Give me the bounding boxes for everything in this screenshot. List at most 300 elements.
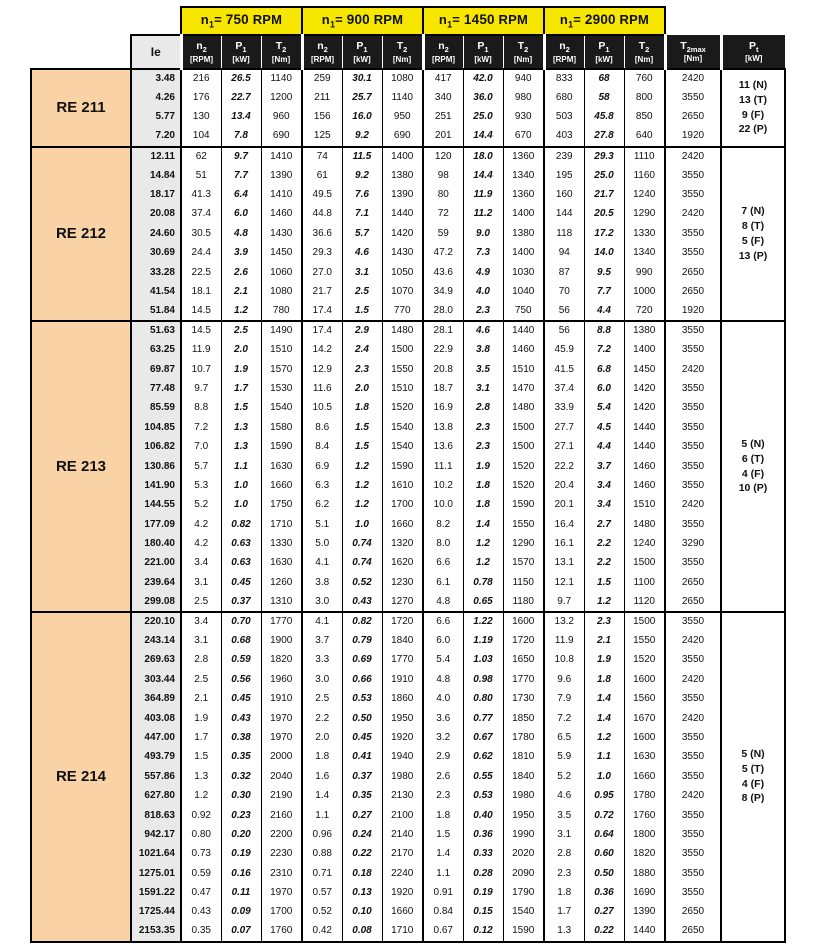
- n2-cell: 6.9: [302, 457, 342, 476]
- t2-cell: 2310: [261, 864, 302, 883]
- col-header-n2: $n_2$ [RPM]: [544, 35, 584, 69]
- t2max-cell: 3550: [665, 883, 721, 902]
- t2-cell: 1380: [503, 224, 544, 243]
- t2-cell: 1540: [382, 418, 423, 437]
- t2-cell: 720: [624, 302, 665, 321]
- t2-cell: 1530: [261, 379, 302, 398]
- t2-cell: 1180: [503, 593, 544, 612]
- ie-cell: 33.28: [131, 263, 181, 282]
- p1-cell: 0.33: [463, 845, 503, 864]
- t2-cell: 770: [382, 302, 423, 321]
- t2-cell: 1730: [503, 690, 544, 709]
- p1-cell: 5.4: [584, 399, 624, 418]
- t2-cell: 1630: [624, 748, 665, 767]
- n2-cell: 2.6: [423, 767, 463, 786]
- pt-cell-re-214: 5 (N) 5 (T) 4 (F) 8 (P): [721, 612, 785, 942]
- table-row: [31, 88, 785, 107]
- p1-cell: 3.4: [584, 496, 624, 515]
- t2-cell: 1760: [261, 922, 302, 941]
- n2-cell: 0.52: [302, 903, 342, 922]
- n2-cell: 27.1: [544, 437, 584, 456]
- table-row: [31, 651, 785, 670]
- n2-cell: 3.2: [423, 728, 463, 747]
- p1-cell: 0.07: [221, 922, 261, 941]
- n2-cell: 8.0: [423, 534, 463, 553]
- table-row: [31, 670, 785, 689]
- n2-cell: 4.1: [302, 554, 342, 573]
- t2-cell: 1720: [503, 631, 544, 650]
- n2-cell: 20.8: [423, 360, 463, 379]
- t2-cell: 1810: [503, 748, 544, 767]
- p1-cell: 2.0: [221, 340, 261, 359]
- n2-cell: 0.35: [181, 922, 221, 941]
- ie-cell: 177.09: [131, 515, 181, 534]
- t2max-cell: 3550: [665, 748, 721, 767]
- t2max-cell: 3290: [665, 534, 721, 553]
- n2-cell: 27.7: [544, 418, 584, 437]
- n2-cell: 11.6: [302, 379, 342, 398]
- p1-cell: 2.2: [584, 534, 624, 553]
- p1-cell: 1.2: [342, 457, 382, 476]
- p1-cell: 0.59: [221, 651, 261, 670]
- n2-cell: 2.3: [423, 786, 463, 805]
- ie-cell: 221.00: [131, 554, 181, 573]
- table-row: [31, 205, 785, 224]
- table-row: [31, 845, 785, 864]
- p1-cell: 0.13: [342, 883, 382, 902]
- n2-cell: 20.4: [544, 476, 584, 495]
- t2max-cell: 1920: [665, 302, 721, 321]
- p1-cell: 1.03: [463, 651, 503, 670]
- table-row: [31, 340, 785, 359]
- t2-cell: 1420: [624, 399, 665, 418]
- t2max-cell: 3550: [665, 185, 721, 204]
- t2max-cell: 2420: [665, 709, 721, 728]
- n2-cell: 3.4: [181, 612, 221, 631]
- ie-cell: 303.44: [131, 670, 181, 689]
- n2-cell: 104: [181, 127, 221, 146]
- p1-cell: 14.4: [463, 127, 503, 146]
- p1-cell: 0.77: [463, 709, 503, 728]
- rpm-banner-2900: $n_1= 2900$ RPM: [544, 7, 665, 35]
- t2-cell: 2240: [382, 864, 423, 883]
- p1-cell: 1.5: [342, 437, 382, 456]
- t2-cell: 690: [261, 127, 302, 146]
- n2-cell: 680: [544, 88, 584, 107]
- n2-cell: 80: [423, 185, 463, 204]
- col-header-t2: $T_2$ [Nm]: [261, 35, 302, 69]
- t2-cell: 1320: [382, 534, 423, 553]
- col-header-n2: $n_2$ [RPM]: [181, 35, 221, 69]
- p1-cell: 1.22: [463, 612, 503, 631]
- p1-cell: 3.5: [463, 360, 503, 379]
- t2max-cell: 3550: [665, 651, 721, 670]
- n2-cell: 2.2: [302, 709, 342, 728]
- rpm-banner-750: $n_1= 750$ RPM: [181, 7, 302, 35]
- t2-cell: 1980: [382, 767, 423, 786]
- n2-cell: 1.2: [181, 786, 221, 805]
- t2max-cell: 3550: [665, 437, 721, 456]
- t2max-cell: 3550: [665, 224, 721, 243]
- p1-cell: 1.2: [584, 593, 624, 612]
- t2-cell: 1510: [261, 340, 302, 359]
- t2-cell: 1420: [382, 224, 423, 243]
- n2-cell: 30.5: [181, 224, 221, 243]
- table-row: [31, 147, 785, 166]
- t2-cell: 1790: [503, 883, 544, 902]
- t2-cell: 1030: [503, 263, 544, 282]
- n2-cell: 195: [544, 166, 584, 185]
- t2-cell: 1440: [624, 437, 665, 456]
- p1-cell: 6.0: [584, 379, 624, 398]
- n2-cell: 251: [423, 108, 463, 127]
- n2-cell: 0.73: [181, 845, 221, 864]
- p1-cell: 25.0: [463, 108, 503, 127]
- t2-cell: 2020: [503, 845, 544, 864]
- t2-cell: 1240: [624, 534, 665, 553]
- p1-cell: 14.4: [463, 166, 503, 185]
- n2-cell: 7.2: [181, 418, 221, 437]
- n2-cell: 70: [544, 282, 584, 301]
- n2-cell: 216: [181, 69, 221, 88]
- p1-cell: 1.5: [342, 418, 382, 437]
- p1-cell: 0.79: [342, 631, 382, 650]
- n2-cell: 14.2: [302, 340, 342, 359]
- p1-cell: 1.2: [463, 554, 503, 573]
- p1-cell: 0.98: [463, 670, 503, 689]
- n2-cell: 22.9: [423, 340, 463, 359]
- ie-cell: 1591.22: [131, 883, 181, 902]
- t2-cell: 1520: [503, 476, 544, 495]
- t2-cell: 800: [624, 88, 665, 107]
- t2max-cell: 2650: [665, 282, 721, 301]
- t2max-cell: 3550: [665, 379, 721, 398]
- p1-cell: 21.7: [584, 185, 624, 204]
- n2-cell: 3.0: [302, 593, 342, 612]
- t2-cell: 1550: [624, 631, 665, 650]
- col-header-t2: $T_2$ [Nm]: [382, 35, 423, 69]
- rpm-banner-1450: $n_1= 1450$ RPM: [423, 7, 544, 35]
- ie-cell: 3.48: [131, 69, 181, 88]
- p1-cell: 0.40: [463, 806, 503, 825]
- table-row: [31, 263, 785, 282]
- p1-cell: 17.2: [584, 224, 624, 243]
- ie-cell: 180.40: [131, 534, 181, 553]
- n2-cell: 0.47: [181, 883, 221, 902]
- table-row: [31, 534, 785, 553]
- p1-cell: 0.65: [463, 593, 503, 612]
- table-row: [31, 69, 785, 88]
- n2-cell: 1.3: [544, 922, 584, 941]
- ie-cell: 7.20: [131, 127, 181, 146]
- ie-cell: 364.89: [131, 690, 181, 709]
- t2max-cell: 2420: [665, 786, 721, 805]
- p1-cell: 4.6: [463, 321, 503, 340]
- t2-cell: 1940: [382, 748, 423, 767]
- t2-cell: 1600: [624, 728, 665, 747]
- n2-cell: 9.7: [181, 379, 221, 398]
- ie-cell: 85.59: [131, 399, 181, 418]
- t2-cell: 1660: [382, 515, 423, 534]
- t2-cell: 1580: [261, 418, 302, 437]
- t2-cell: 1400: [503, 205, 544, 224]
- n2-cell: 1.1: [302, 806, 342, 825]
- t2-cell: 1490: [261, 321, 302, 340]
- n2-cell: 5.9: [544, 748, 584, 767]
- t2-cell: 1610: [382, 476, 423, 495]
- t2-cell: 940: [503, 69, 544, 88]
- p1-cell: 1.4: [463, 515, 503, 534]
- t2max-cell: 3550: [665, 767, 721, 786]
- t2-cell: 2100: [382, 806, 423, 825]
- p1-cell: 7.7: [584, 282, 624, 301]
- n2-cell: 29.3: [302, 244, 342, 263]
- t2-cell: 760: [624, 69, 665, 88]
- t2-cell: 1660: [624, 767, 665, 786]
- p1-cell: 0.52: [342, 573, 382, 592]
- n2-cell: 144: [544, 205, 584, 224]
- n2-cell: 5.7: [181, 457, 221, 476]
- ie-cell: 63.25: [131, 340, 181, 359]
- t2max-cell: 3550: [665, 728, 721, 747]
- col-header-p1: $P_1$ [kW]: [221, 35, 261, 69]
- n2-cell: 5.3: [181, 476, 221, 495]
- t2-cell: 1430: [382, 244, 423, 263]
- col-header-p1: $P_1$ [kW]: [584, 35, 624, 69]
- p1-cell: 0.62: [463, 748, 503, 767]
- p1-cell: 3.4: [584, 476, 624, 495]
- t2-cell: 1770: [382, 651, 423, 670]
- n2-cell: 59: [423, 224, 463, 243]
- n2-cell: 27.0: [302, 263, 342, 282]
- t2-cell: 1630: [261, 554, 302, 573]
- n2-cell: 44.8: [302, 205, 342, 224]
- p1-cell: 1.3: [221, 418, 261, 437]
- t2-cell: 1450: [624, 360, 665, 379]
- p1-cell: 1.7: [221, 379, 261, 398]
- p1-cell: 0.63: [221, 554, 261, 573]
- p1-cell: 1.5: [584, 573, 624, 592]
- p1-cell: 0.22: [584, 922, 624, 941]
- n2-cell: 0.59: [181, 864, 221, 883]
- n2-cell: 6.5: [544, 728, 584, 747]
- n2-cell: 3.4: [181, 554, 221, 573]
- t2-cell: 1770: [503, 670, 544, 689]
- table-row: [31, 321, 785, 340]
- p1-cell: 1.9: [584, 651, 624, 670]
- n2-cell: 4.6: [544, 786, 584, 805]
- n2-cell: 16.1: [544, 534, 584, 553]
- t2max-cell: 3550: [665, 457, 721, 476]
- t2-cell: 1600: [503, 612, 544, 631]
- ie-cell: 144.55: [131, 496, 181, 515]
- n2-cell: 13.8: [423, 418, 463, 437]
- n2-cell: 211: [302, 88, 342, 107]
- n2-cell: 5.4: [423, 651, 463, 670]
- n2-cell: 21.7: [302, 282, 342, 301]
- t2max-cell: 3550: [665, 340, 721, 359]
- p1-cell: 0.50: [584, 864, 624, 883]
- pt-cell-re-212: 7 (N) 8 (T) 5 (F) 13 (P): [721, 147, 785, 322]
- p1-cell: 2.2: [584, 554, 624, 573]
- t2-cell: 1600: [624, 670, 665, 689]
- p1-cell: 9.2: [342, 166, 382, 185]
- ie-cell: 447.00: [131, 728, 181, 747]
- t2-cell: 1400: [503, 244, 544, 263]
- n2-cell: 18.1: [181, 282, 221, 301]
- p1-cell: 7.7: [221, 166, 261, 185]
- p1-cell: 0.50: [342, 709, 382, 728]
- t2max-cell: 3550: [665, 806, 721, 825]
- n2-cell: 130: [181, 108, 221, 127]
- t2-cell: 1240: [624, 185, 665, 204]
- t2-cell: 1120: [624, 593, 665, 612]
- t2-cell: 1450: [261, 244, 302, 263]
- t2-cell: 1460: [624, 476, 665, 495]
- t2-cell: 1070: [382, 282, 423, 301]
- table-row: [31, 573, 785, 592]
- gear-ratings-table: [30, 6, 786, 943]
- t2-cell: 1420: [624, 379, 665, 398]
- n2-cell: 1.6: [302, 767, 342, 786]
- ie-cell: 30.69: [131, 244, 181, 263]
- t2-cell: 1760: [624, 806, 665, 825]
- p1-cell: 20.5: [584, 205, 624, 224]
- section-re-211: [31, 69, 785, 147]
- table-row: [31, 709, 785, 728]
- p1-cell: 9.0: [463, 224, 503, 243]
- t2-cell: 2200: [261, 825, 302, 844]
- t2max-cell: 3550: [665, 864, 721, 883]
- p1-cell: 1.0: [221, 476, 261, 495]
- t2-cell: 1340: [503, 166, 544, 185]
- t2-cell: 1500: [624, 612, 665, 631]
- t2-cell: 1520: [382, 399, 423, 418]
- n2-cell: 0.71: [302, 864, 342, 883]
- t2-cell: 1500: [503, 437, 544, 456]
- t2-cell: 1960: [261, 670, 302, 689]
- p1-cell: 0.67: [463, 728, 503, 747]
- t2max-cell: 3550: [665, 476, 721, 495]
- p1-cell: 0.37: [221, 593, 261, 612]
- t2-cell: 1910: [382, 670, 423, 689]
- model-cell-re-212: RE 212: [31, 147, 131, 322]
- t2-cell: 1560: [624, 690, 665, 709]
- ie-cell: 18.17: [131, 185, 181, 204]
- ie-cell: 141.90: [131, 476, 181, 495]
- n2-cell: 4.8: [423, 593, 463, 612]
- table-row: [31, 806, 785, 825]
- n2-cell: 9.7: [544, 593, 584, 612]
- n2-cell: 3.6: [423, 709, 463, 728]
- t2-cell: 1500: [503, 418, 544, 437]
- n2-cell: 94: [544, 244, 584, 263]
- n2-cell: 125: [302, 127, 342, 146]
- n2-cell: 22.5: [181, 263, 221, 282]
- t2-cell: 2140: [382, 825, 423, 844]
- t2-cell: 1650: [503, 651, 544, 670]
- n2-cell: 20.1: [544, 496, 584, 515]
- t2max-cell: 2420: [665, 147, 721, 166]
- n2-cell: 17.4: [302, 321, 342, 340]
- p1-cell: 25.0: [584, 166, 624, 185]
- n2-cell: 28.0: [423, 302, 463, 321]
- n2-cell: 833: [544, 69, 584, 88]
- p1-cell: 0.18: [342, 864, 382, 883]
- t2-cell: 1460: [624, 457, 665, 476]
- p1-cell: 0.22: [342, 845, 382, 864]
- ie-cell: 557.86: [131, 767, 181, 786]
- p1-cell: 26.5: [221, 69, 261, 88]
- p1-cell: 0.72: [584, 806, 624, 825]
- p1-cell: 11.2: [463, 205, 503, 224]
- p1-cell: 0.95: [584, 786, 624, 805]
- ie-cell: 69.87: [131, 360, 181, 379]
- n2-cell: 12.1: [544, 573, 584, 592]
- t2-cell: 1340: [624, 244, 665, 263]
- t2-cell: 1140: [261, 69, 302, 88]
- p1-cell: 2.7: [584, 515, 624, 534]
- t2-cell: 1040: [503, 282, 544, 301]
- n2-cell: 2.9: [423, 748, 463, 767]
- ie-cell: 20.08: [131, 205, 181, 224]
- ie-cell: 51.63: [131, 321, 181, 340]
- p1-cell: 0.27: [584, 903, 624, 922]
- t2max-cell: 2420: [665, 670, 721, 689]
- p1-cell: 0.08: [342, 922, 382, 941]
- t2-cell: 1750: [261, 496, 302, 515]
- t2-cell: 1260: [261, 573, 302, 592]
- p1-cell: 1.0: [584, 767, 624, 786]
- t2max-cell: 3550: [665, 845, 721, 864]
- p1-cell: 0.35: [342, 786, 382, 805]
- n2-cell: 56: [544, 302, 584, 321]
- t2-cell: 1440: [624, 922, 665, 941]
- p1-cell: 6.0: [221, 205, 261, 224]
- t2-cell: 2040: [261, 767, 302, 786]
- p1-cell: 4.6: [342, 244, 382, 263]
- p1-cell: 4.8: [221, 224, 261, 243]
- p1-cell: 4.4: [584, 302, 624, 321]
- table-row: [31, 690, 785, 709]
- table-row: [31, 883, 785, 902]
- table-header: [31, 7, 785, 69]
- p1-cell: 11.9: [463, 185, 503, 204]
- p1-cell: 4.4: [584, 437, 624, 456]
- t2-cell: 1660: [382, 903, 423, 922]
- t2-cell: 1100: [624, 573, 665, 592]
- ie-cell: 299.08: [131, 593, 181, 612]
- n2-cell: 2.5: [181, 670, 221, 689]
- p1-cell: 0.41: [342, 748, 382, 767]
- t2-cell: 1920: [382, 728, 423, 747]
- ie-cell: 104.85: [131, 418, 181, 437]
- rpm-banner-900: $n_1= 900$ RPM: [302, 7, 423, 35]
- t2max-cell: 2420: [665, 205, 721, 224]
- col-header-t2max: $T_{2max}$ [Nm]: [665, 35, 721, 69]
- n2-cell: 16.4: [544, 515, 584, 534]
- n2-cell: 1.4: [302, 786, 342, 805]
- table-row: [31, 108, 785, 127]
- t2-cell: 1780: [503, 728, 544, 747]
- p1-cell: 0.32: [221, 767, 261, 786]
- t2-cell: 1660: [261, 476, 302, 495]
- n2-cell: 11.1: [423, 457, 463, 476]
- t2max-cell: 2650: [665, 573, 721, 592]
- col-header-n2: $n_2$ [RPM]: [302, 35, 342, 69]
- n2-cell: 10.8: [544, 651, 584, 670]
- p1-cell: 42.0: [463, 69, 503, 88]
